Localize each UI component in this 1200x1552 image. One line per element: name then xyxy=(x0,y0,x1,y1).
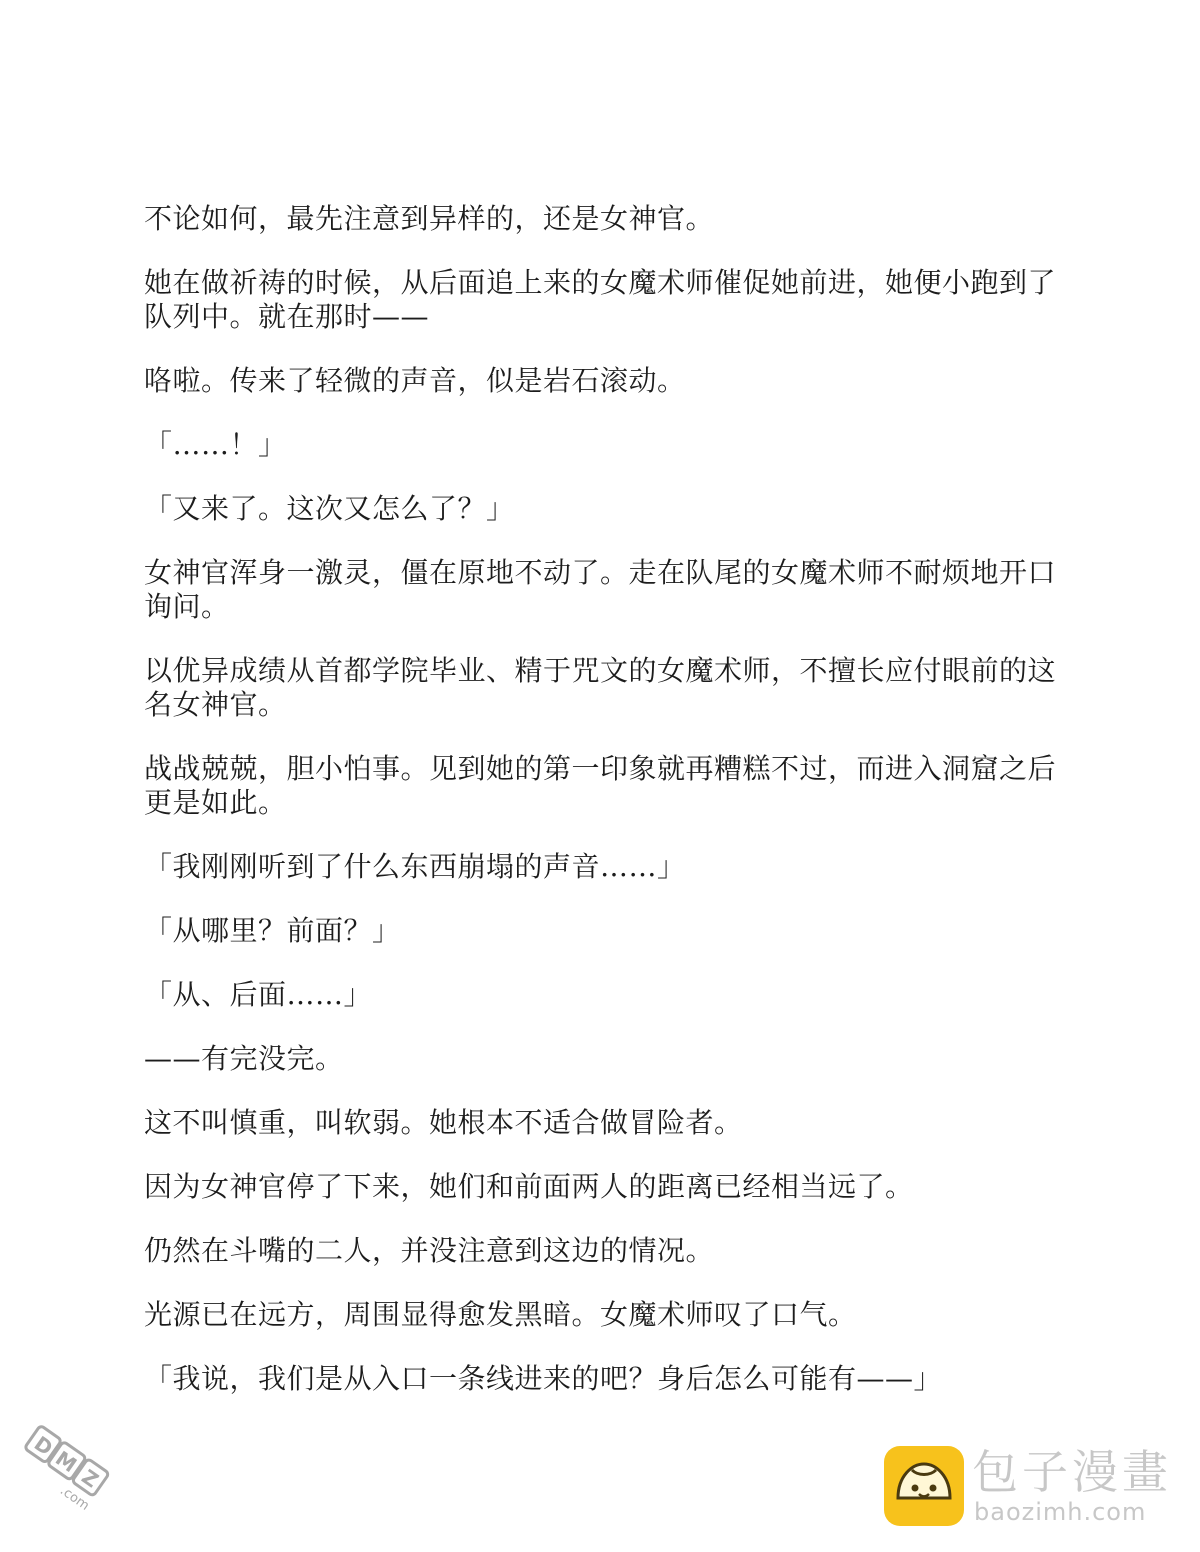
paragraph-10: 「从哪里？前面？」 xyxy=(144,914,401,947)
baozi-watermark xyxy=(884,1446,1184,1530)
novel-text-column xyxy=(144,202,1064,1426)
baozi-url: baozimh.com xyxy=(974,1498,1147,1526)
paragraph-2: 她在做祈祷的时候，从后面追上来的女魔术师催促她前进，她便小跑到了队列中。就在那时—— xyxy=(144,266,1057,333)
paragraph-4: 「……！」 xyxy=(144,428,287,461)
paragraph-8: 战战兢兢，胆小怕事。见到她的第一印象就再糟糕不过，而进入洞窟之后更是如此。 xyxy=(144,752,1057,819)
paragraph-1: 不论如何，最先注意到异样的，还是女神官。 xyxy=(144,202,715,235)
paragraph-3: 咯啦。传来了轻微的声音，似是岩石滚动。 xyxy=(144,364,686,397)
paragraph-14: 因为女神官停了下来，她们和前面两人的距离已经相当远了。 xyxy=(144,1170,914,1203)
paragraph-15: 仍然在斗嘴的二人，并没注意到这边的情况。 xyxy=(144,1234,715,1267)
dmzj-watermark xyxy=(14,1418,144,1528)
paragraph-12: ——有完没完。 xyxy=(144,1042,344,1075)
svg-text:M: M xyxy=(51,1446,82,1478)
svg-text:Z: Z xyxy=(77,1464,104,1493)
svg-text:D: D xyxy=(29,1431,58,1461)
paragraph-17: 「我说，我们是从入口一条线进来的吧？身后怎么可能有——」 xyxy=(144,1362,943,1395)
paragraph-9: 「我刚刚听到了什么东西崩塌的声音……」 xyxy=(144,850,686,883)
paragraph-6: 女神官浑身一激灵，僵在原地不动了。走在队尾的女魔术师不耐烦地开口询问。 xyxy=(144,556,1057,623)
paragraph-16: 光源已在远方，周围显得愈发黑暗。女魔术师叹了口气。 xyxy=(144,1298,857,1331)
paragraph-5: 「又来了。这次又怎么了？」 xyxy=(144,492,515,525)
baozi-logo-icon xyxy=(884,1446,964,1526)
baozi-title: 包子漫畫 xyxy=(972,1445,1172,1499)
paragraph-7: 以优异成绩从首都学院毕业、精于咒文的女魔术师，不擅长应付眼前的这名女神官。 xyxy=(144,654,1057,721)
dmzj-logo-icon xyxy=(14,1418,144,1528)
paragraph-13: 这不叫慎重，叫软弱。她根本不适合做冒险者。 xyxy=(144,1106,743,1139)
paragraph-11: 「从、后面……」 xyxy=(144,978,373,1011)
svg-text:.com: .com xyxy=(57,1483,92,1514)
